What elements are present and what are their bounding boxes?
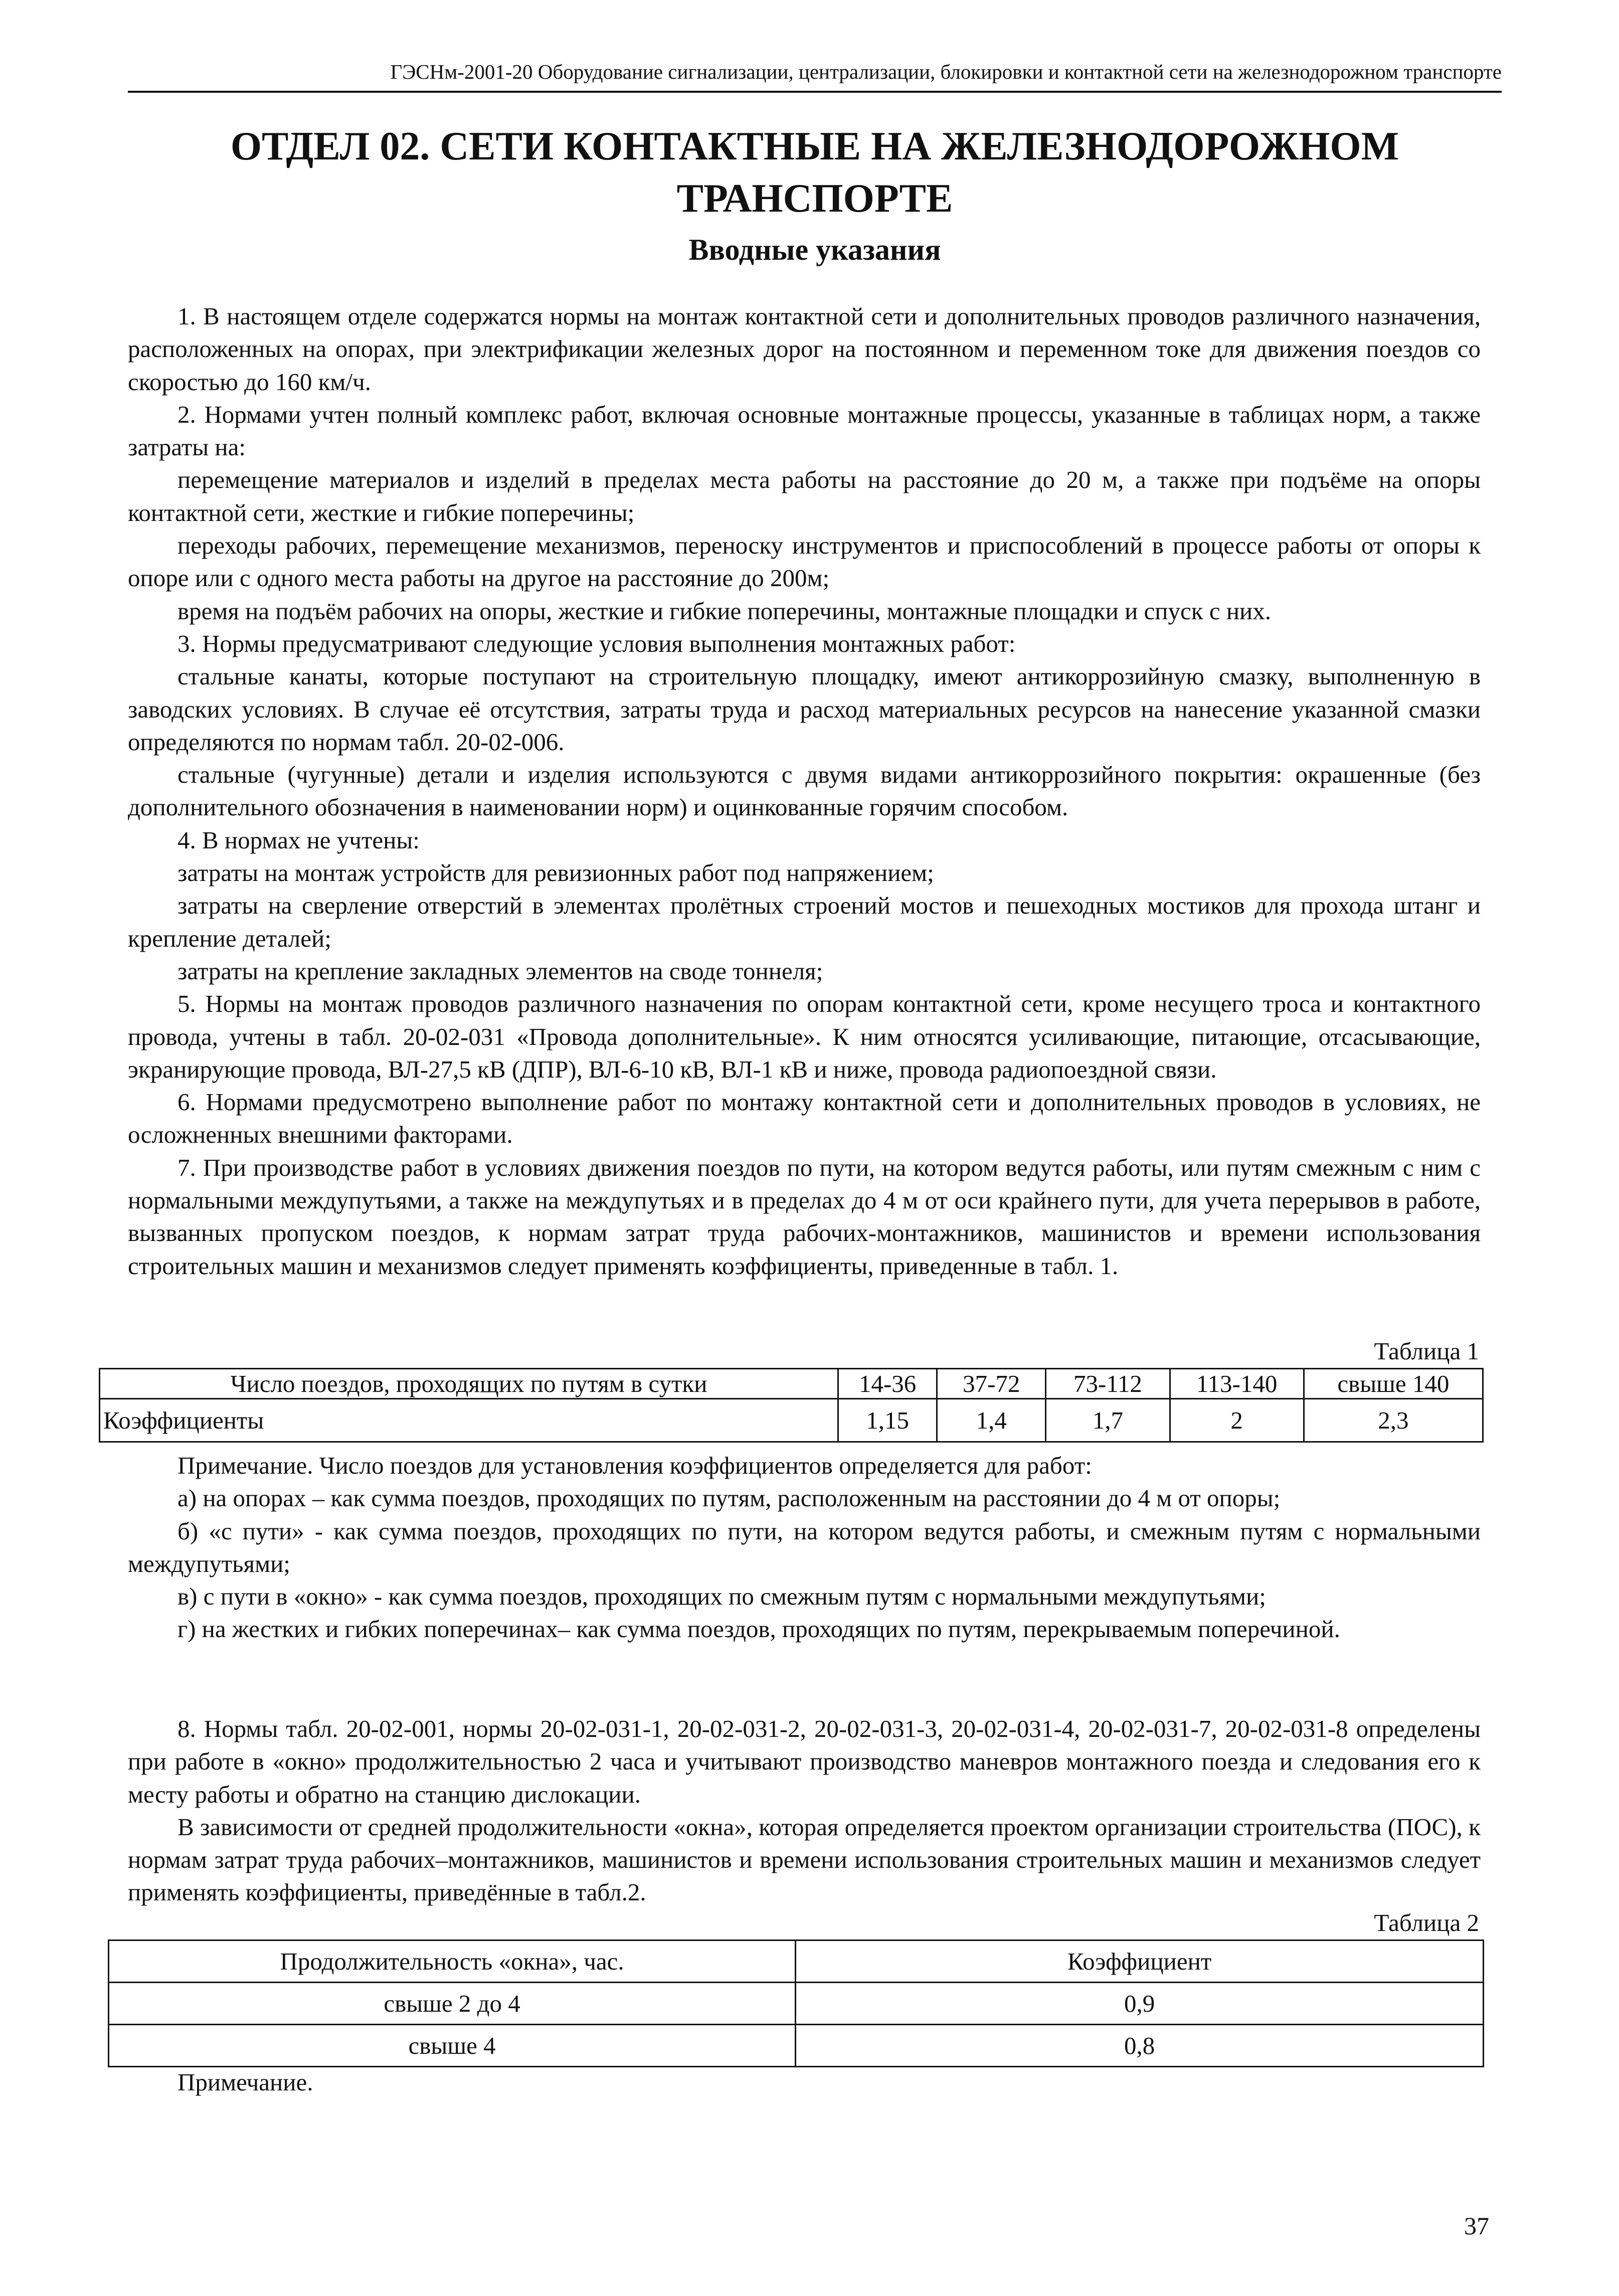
table2-cell: свыше 2 до 4: [109, 1983, 796, 2025]
paragraph: г) на жестких и гибких поперечинах– как сумма поездов, проходящих по путям, перекрываемым поперечиной.: [177, 1615, 1340, 1643]
table1-cell: 1,7: [1046, 1399, 1170, 1442]
table1-header-cell: 73-112: [1046, 1369, 1170, 1399]
paragraph: В зависимости от средней продолжительности «окна», которая определяется проектом организации строительства (ПОС), к нормам затрат труда рабочих–монтажников, машинистов и времени использования строительных машин и механизмов следует применять коэффициенты, приведённые в табл.2.: [128, 1813, 1481, 1906]
table2-header-cell: Коэффициент: [796, 1940, 1484, 1983]
table2-header-row: [109, 1940, 1484, 1983]
paragraph: переходы рабочих, перемещение механизмов, переноску инструментов и приспособлений в процессе работы от опоры к опоре или с одного места работы на другое на расстояние до 200м;: [128, 532, 1481, 592]
paragraph: в) с пути в «окно» - как сумма поездов, проходящих по смежным путям с нормальными междупутьями;: [177, 1582, 1266, 1611]
paragraph: 5. Нормы на монтаж проводов различного назначения по опорам контактной сети, кроме несущего троса и контактного провода, учтены в табл. 20-02-031 «Провода дополнительные». К ним относятся усиливающие, питающие, отсасывающие, экранирующие провода, ВЛ-27,5 кВ (ДПР), ВЛ-6-10 кВ, ВЛ-1 кВ и ниже, провода радиопоездной связи.: [128, 990, 1481, 1083]
body-text-top: [128, 300, 1481, 1282]
table2-header-cell: Продолжительность «окна», час.: [109, 1940, 796, 1983]
body-text-lower: [128, 1712, 1481, 1909]
table2-caption: Таблица 2: [1374, 1909, 1479, 1936]
paragraph: 3. Нормы предусматривают следующие условия выполнения монтажных работ:: [177, 629, 1016, 657]
paragraph: затраты на сверление отверстий в элементах пролётных строений мостов и пешеходных мостиков для прохода штанг и крепление деталей;: [128, 892, 1481, 952]
table2-cell: свыше 4: [109, 2025, 796, 2067]
table1-cell: 1,4: [937, 1399, 1046, 1442]
table2-row: [109, 1983, 1484, 2025]
table1-header-cell: Число поездов, проходящих по путям в сутки: [100, 1369, 838, 1399]
table1-notes: [128, 1449, 1481, 1646]
table2-cell: 0,8: [796, 2025, 1484, 2067]
table1-cell: Коэффициенты: [100, 1399, 838, 1442]
table1-cell: 2: [1170, 1399, 1304, 1442]
paragraph: 1. В настоящем отделе содержатся нормы на монтаж контактной сети и дополнительных проводов различного назначения, расположенных на опорах, при электрификации железных дорог на постоянном и переменном токе для движения поездов со скоростью до 160 км/ч.: [128, 302, 1481, 396]
paragraph: 7. При производстве работ в условиях движения поездов по пути, на котором ведутся работы, или путям смежным с ним с нормальными междупутьями, а также на междупутьях и в пределах до 4 м от оси крайнего пути, для учета перерывов в работе, вызванных пропуском поездов, к нормам затрат труда рабочих-монтажников, машинистов и времени использования строительных машин и механизмов следует применять коэффициенты, приведенные в табл. 1.: [128, 1153, 1481, 1280]
final-note: [128, 2066, 1481, 2098]
table1-header-row: [100, 1369, 1483, 1399]
paragraph: стальные (чугунные) детали и изделия используются с двумя видами антикоррозийного покрытия: окрашенные (без дополнительного обозначения в наименовании норм) и оцинкованные горячим способом.: [128, 761, 1481, 821]
paragraph: Примечание. Число поездов для установления коэффициентов определяется для работ:: [177, 1452, 1092, 1479]
subtitle: Вводные указания: [688, 233, 941, 266]
section-title-line-2: ТРАНСПОРТЕ: [676, 176, 953, 221]
paragraph: 4. В нормах не учтены:: [177, 826, 420, 854]
table1-cell: 1,15: [838, 1399, 937, 1442]
table1-data-row: [100, 1399, 1483, 1442]
paragraph: стальные канаты, которые поступают на строительную площадку, имеют антикоррозийную смазку, выполненную в заводских условиях. В случае её отсутствия, затраты труда и расход материальных ресурсов на нанесение указанной смазки определяются по нормам табл. 20-02-006.: [128, 662, 1481, 756]
paragraph: перемещение материалов и изделий в пределах места работы на расстояние до 20 м, а также при подъёме на опоры контактной сети, жесткие и гибкие поперечины;: [128, 466, 1481, 526]
table1: [99, 1368, 1484, 1443]
section-title-line-1: ОТДЕЛ 02. СЕТИ КОНТАКТНЫЕ НА ЖЕЛЕЗНОДОРОЖНОМ: [230, 124, 1399, 168]
table2: [108, 1939, 1484, 2067]
table1-caption: Таблица 1: [1374, 1337, 1479, 1365]
table1-header-cell: 37-72: [937, 1369, 1046, 1399]
paragraph: Примечание.: [177, 2068, 313, 2096]
paragraph: б) «с пути» - как сумма поездов, проходящих по пути, на котором ведутся работы, и смежным путям с нормальными междупутьями;: [128, 1517, 1481, 1577]
running-header: ГЭСНм-2001-20 Оборудование сигнализации, централизации, блокировки и контактной сети на железнодорожном транспорте: [390, 60, 1502, 83]
table2-row: [109, 2025, 1484, 2067]
paragraph: 8. Нормы табл. 20-02-001, нормы 20-02-031-1, 20-02-031-2, 20-02-031-3, 20-02-031-4, 20-02-031-7, 20-02-031-8 определены при работе в «окно» продолжительностью 2 часа и учитывают производство маневров монтажного поезда и следования его к месту работы и обратно на станцию дислокации.: [128, 1715, 1481, 1808]
paragraph: 2. Нормами учтен полный комплекс работ, включая основные монтажные процессы, указанные в таблицах норм, а также затраты на:: [128, 400, 1481, 461]
paragraph: затраты на монтаж устройств для ревизионных работ под напряжением;: [177, 859, 934, 887]
paragraph: время на подъём рабочих на опоры, жесткие и гибкие поперечины, монтажные площадки и спуск с них.: [177, 597, 1272, 625]
table1-header-cell: 113-140: [1170, 1369, 1304, 1399]
table2-cell: 0,9: [796, 1983, 1484, 2025]
header-rule: [128, 91, 1502, 93]
table1-header-cell: свыше 140: [1304, 1369, 1483, 1399]
page-number: 37: [1464, 2212, 1489, 2240]
table1-header-cell: 14-36: [838, 1369, 937, 1399]
paragraph: 6. Нормами предусмотрено выполнение работ по монтажу контактной сети и дополнительных проводов в условиях, не осложненных внешними факторами.: [128, 1088, 1481, 1149]
table1-cell: 2,3: [1304, 1399, 1483, 1442]
section-title: [128, 120, 1502, 225]
paragraph: а) на опорах – как сумма поездов, проходящих по путям, расположенным на расстоянии до 4 м от опоры;: [177, 1484, 1281, 1512]
paragraph: затраты на крепление закладных элементов на своде тоннеля;: [177, 957, 823, 985]
